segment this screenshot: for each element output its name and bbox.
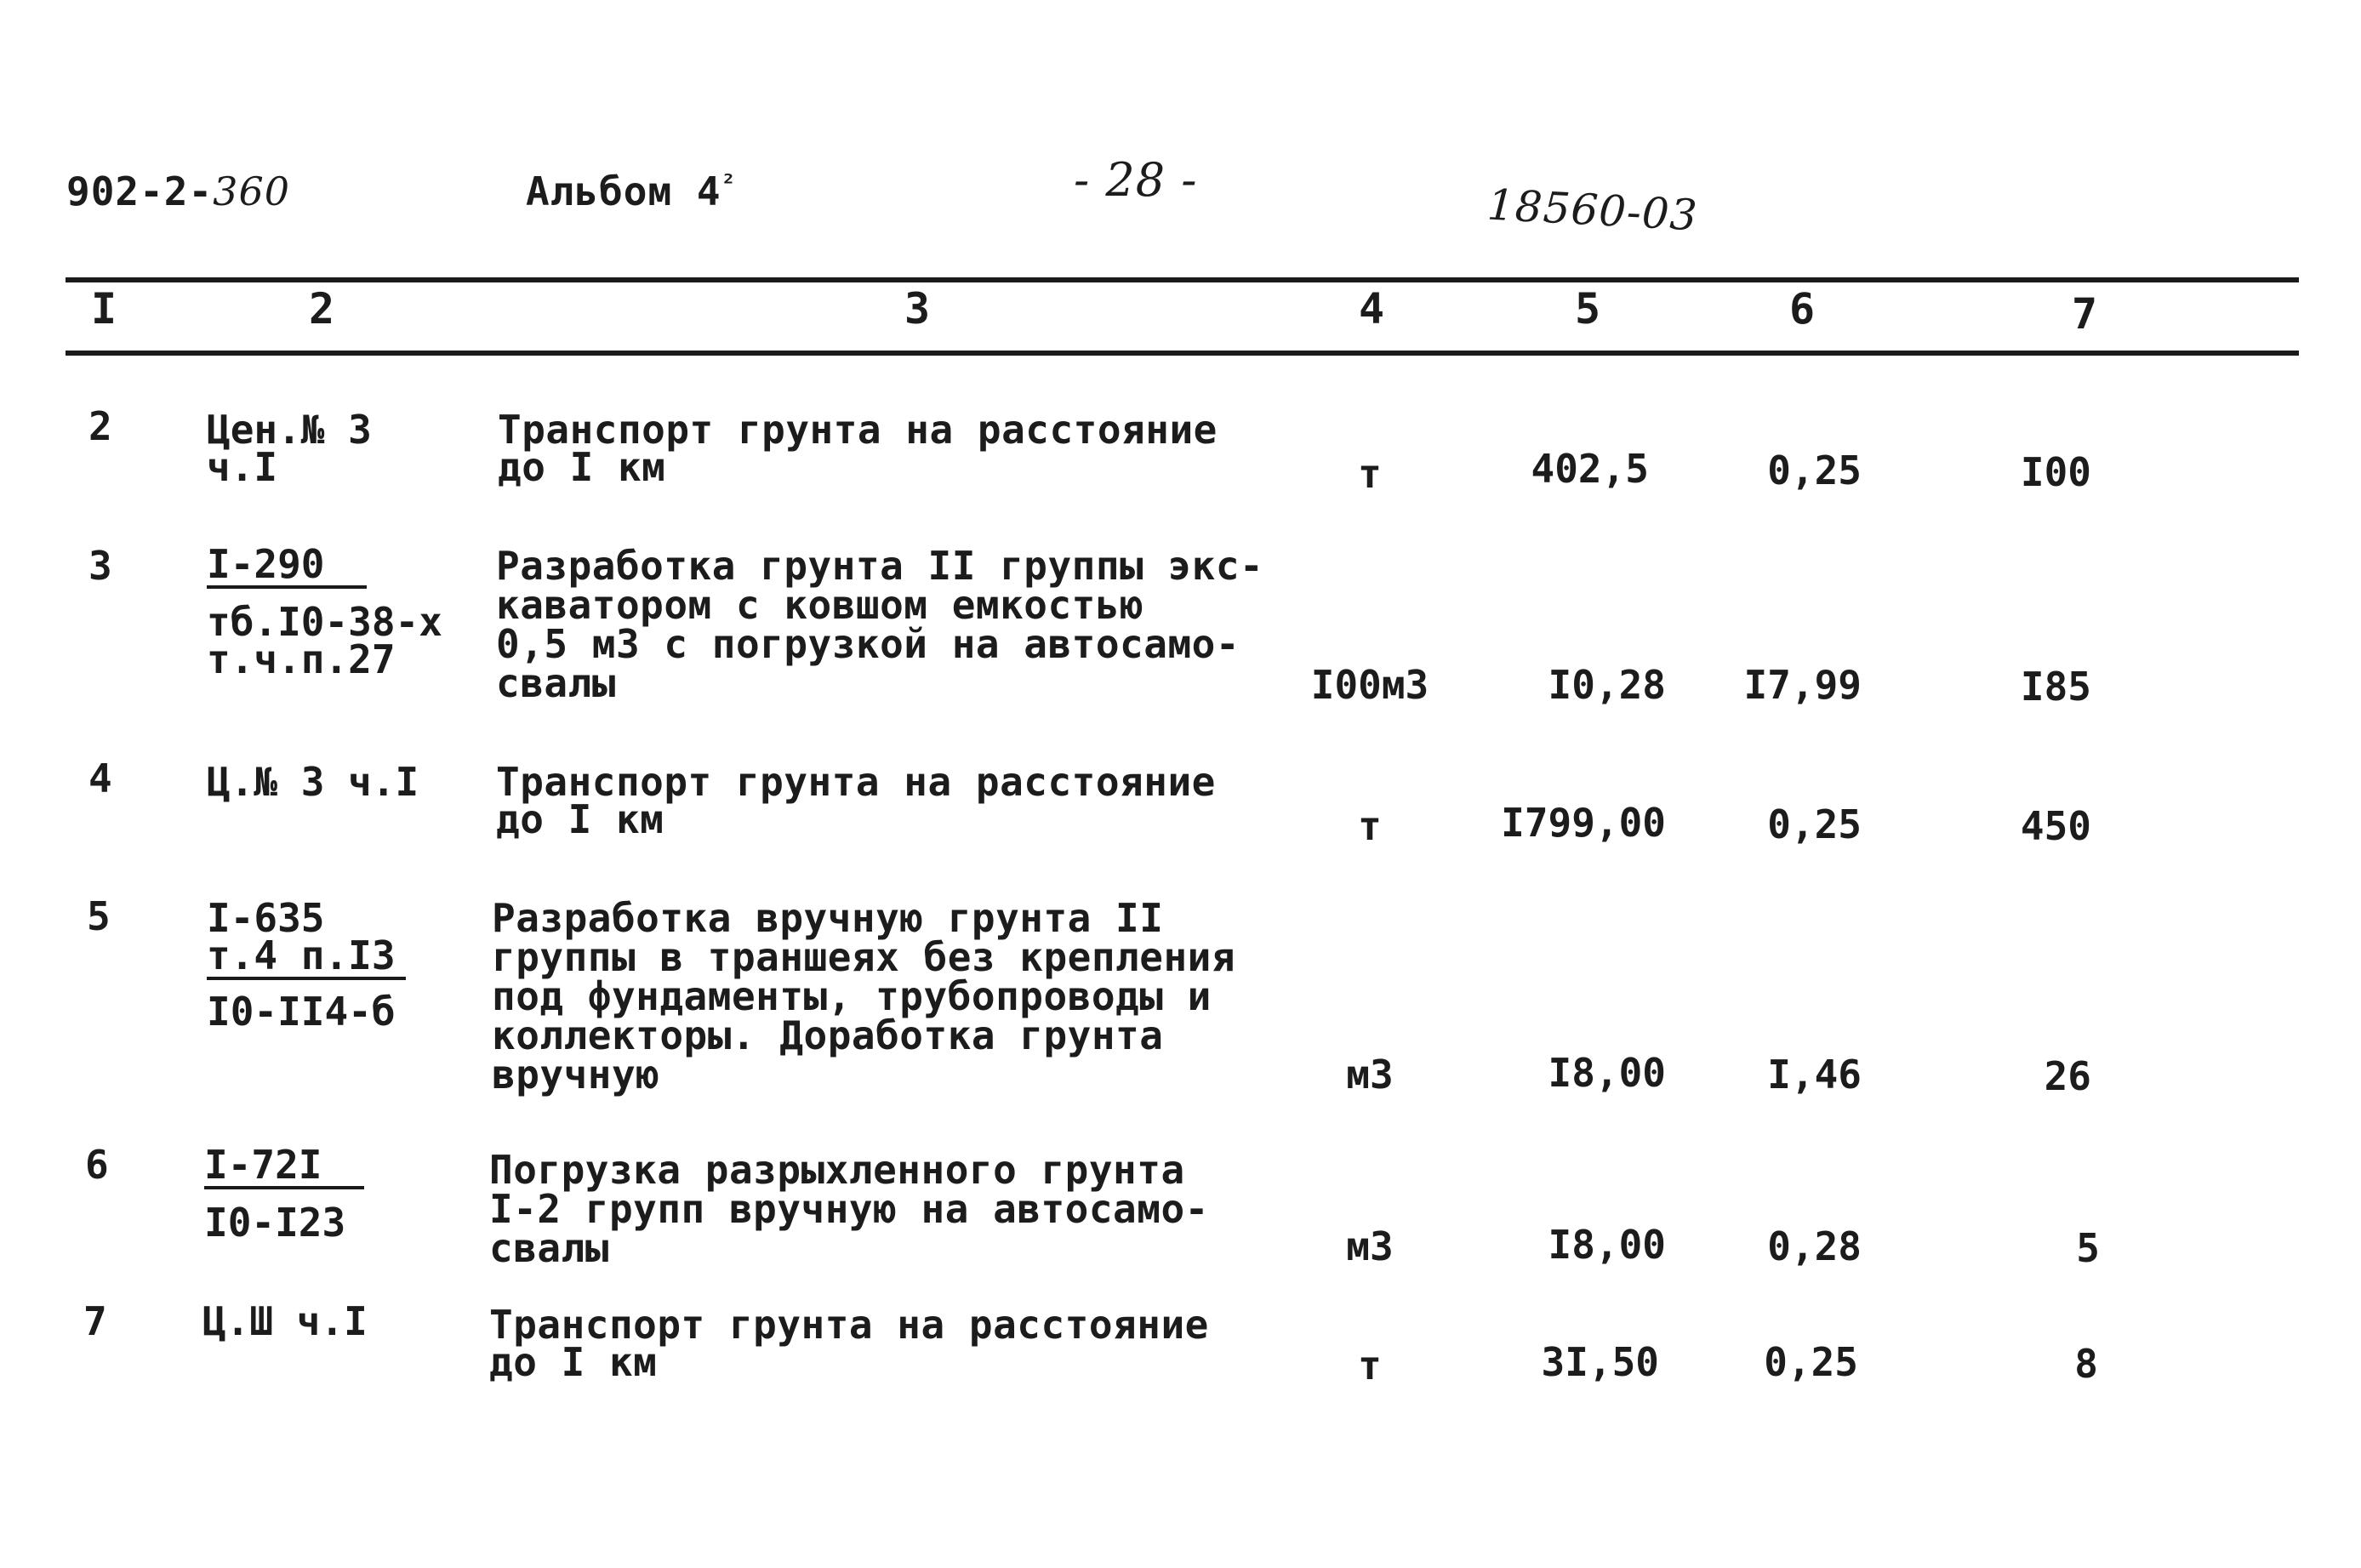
row-description-line: Разработка грунта II группы экс- (496, 543, 1264, 589)
column-number-2: 2 (308, 284, 335, 334)
row-number: 5 (87, 893, 111, 939)
row-number: 6 (85, 1142, 109, 1188)
row-code-line (207, 541, 367, 589)
row-code-underlined: I-72I (204, 1145, 364, 1189)
row-description-line: Транспорт грунта на расстояние (489, 1302, 1209, 1348)
row-total: 450 (2020, 803, 2091, 849)
row-unit: м3 (1346, 1052, 1394, 1098)
album-mark: ² (721, 168, 737, 197)
row-code-line: Ц.Ш ч.I (202, 1298, 368, 1344)
row-code-line (204, 1142, 364, 1189)
row-quantity: I0,28 (1548, 662, 1666, 708)
row-description-line: Погрузка разрыхленного грунта (489, 1147, 1185, 1193)
row-description-line: I-2 групп вручную на автосамо- (489, 1186, 1209, 1232)
row-quantity: I8,00 (1548, 1222, 1666, 1268)
row-code-line (207, 932, 406, 980)
table-header-rule (66, 351, 2299, 356)
document-code (66, 168, 290, 214)
column-number-7: 7 (2071, 289, 2098, 339)
row-code-line: I-635 (207, 895, 325, 941)
page-number (1074, 153, 1198, 207)
row-unit: I00м3 (1310, 662, 1429, 708)
column-number-1: I (90, 284, 117, 334)
row-unit-price: 0,25 (1764, 1339, 1858, 1385)
row-quantity: 402,5 (1531, 446, 1649, 492)
row-unit-price: 0,25 (1767, 801, 1862, 847)
row-unit-price: I7,99 (1743, 662, 1862, 708)
table-top-rule (66, 277, 2299, 282)
row-unit-price: I,46 (1767, 1052, 1862, 1098)
row-total: I00 (2020, 449, 2091, 495)
row-code-underlined: I-290 (207, 545, 367, 589)
row-code-line: Ц.№ 3 ч.I (207, 759, 419, 805)
row-description-line: Транспорт грунта на расстояние (496, 759, 1216, 805)
row-description-line: коллекторы. Доработка грунта (492, 1012, 1164, 1058)
row-unit: т (1358, 1343, 1382, 1388)
row-unit: м3 (1346, 1223, 1394, 1269)
page-number-text: - 28 - (1074, 153, 1198, 207)
row-quantity: I8,00 (1548, 1050, 1666, 1096)
row-description-line: до I км (498, 444, 666, 490)
row-unit-price: 0,28 (1767, 1223, 1862, 1269)
row-code-line: т.ч.п.27 (207, 636, 396, 682)
row-unit: т (1358, 451, 1382, 497)
row-number: 7 (83, 1298, 107, 1344)
row-number: 3 (88, 543, 112, 589)
row-description-line: 0,5 м3 с погрузкой на автосамо- (496, 621, 1240, 667)
row-quantity: I799,00 (1501, 800, 1666, 846)
column-number-5: 5 (1574, 284, 1601, 334)
document-code-handwritten: 360 (213, 168, 290, 214)
registry-number: 18560-03 (1486, 180, 1699, 241)
album-label (526, 168, 736, 214)
row-code-line: тб.I0-38-х (207, 599, 442, 645)
row-description-line: до I км (489, 1339, 658, 1385)
column-number-4: 4 (1358, 284, 1385, 334)
row-code-line: I0-I23 (204, 1200, 346, 1246)
row-code-line: Цен.№ 3 (207, 407, 372, 453)
document-code-prefix: 902-2- (66, 168, 214, 214)
row-code-line: ч.I (207, 444, 278, 490)
column-number-6: 6 (1788, 284, 1816, 334)
row-code-line: I0-II4-б (207, 989, 396, 1035)
row-description-line: Разработка вручную грунта II (492, 895, 1164, 941)
column-number-3: 3 (904, 284, 931, 334)
row-description-line: свалы (489, 1225, 609, 1271)
row-description-line: группы в траншеях без крепления (492, 934, 1236, 980)
row-description-line: до I км (496, 796, 664, 842)
row-number: 2 (88, 403, 112, 449)
row-description-line: свалы (496, 660, 616, 706)
row-description-line: вручную (492, 1052, 660, 1098)
row-description-line: Транспорт грунта на расстояние (498, 407, 1218, 453)
album-label-text: Альбом 4 (526, 168, 721, 214)
row-description-line: под фундаменты, трубопроводы и (492, 973, 1212, 1019)
row-unit-price: 0,25 (1767, 448, 1862, 493)
row-quantity: 3I,50 (1541, 1339, 1659, 1385)
row-total: 5 (2076, 1225, 2100, 1271)
row-code-underlined: т.4 п.I3 (207, 936, 406, 980)
row-number: 4 (88, 755, 112, 801)
row-total: 8 (2074, 1341, 2098, 1387)
row-total: 26 (2044, 1053, 2091, 1099)
row-total: I85 (2020, 664, 2091, 710)
row-unit: т (1358, 803, 1382, 849)
row-description-line: каватором с ковшом емкостью (496, 582, 1144, 628)
